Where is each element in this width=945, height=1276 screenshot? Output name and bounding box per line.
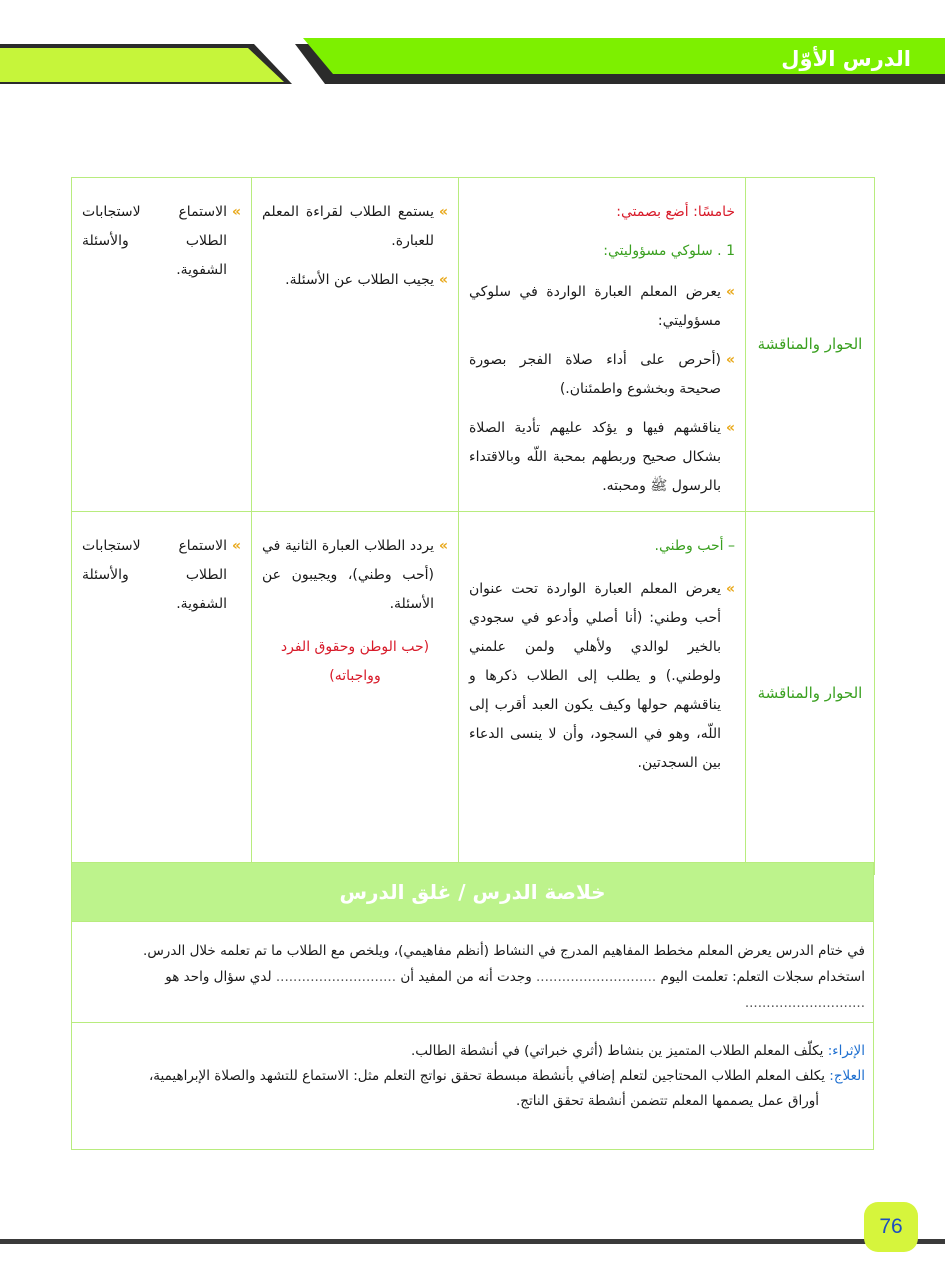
student-steps-list [262, 532, 448, 619]
summary-box [71, 921, 874, 1023]
summary-heading: خلاصة الدرس / غلق الدرس [71, 862, 874, 922]
list-item: » يستمع الطلاب لقراءة المعلم للعبارة. [262, 198, 448, 256]
list-item: » يعرض المعلم العبارة الواردة في سلوكي مسؤوليتي: [469, 278, 735, 336]
remedy-label: العلاج: [829, 1068, 865, 1084]
learning-log-line [80, 964, 865, 1016]
student-activity-cell [252, 178, 459, 512]
list-item: » (أحرص على أداء صلاة الفجر بصورة صحيحة وبخشوع واطمئنان.) [469, 346, 735, 404]
enrichment-text: يكلّف المعلم الطلاب المتميز ين بنشاط (أثري خبراتي) في أنشطة الطالب. [410, 1043, 824, 1059]
table-row [72, 512, 875, 875]
assessment-cell [72, 512, 252, 875]
table-row [72, 178, 875, 512]
remedy-line [80, 1064, 865, 1089]
list-item: » يناقشهم فيها و يؤكد عليهم تأدية الصلاة بشكال صحيح وربطهم بمحبة اللّه وبالاقتداء بالرسول ﷺ ومحبته. [469, 414, 735, 501]
blank-dots: ............................ [744, 995, 865, 1011]
footer-rule [0, 1239, 945, 1244]
list-item: » يجيب الطلاب عن الأسئلة. [262, 266, 448, 295]
list-item: » يعرض المعلم العبارة الواردة تحت عنوان أحب وطني: (أنا أصلي وأدعو في سجودي بالخير لوالدي ولأهلي ولمن علمني ولوطني.) و يطلب إلى الطلاب ذكرها و يناقشهم حولها وكيف يكون العبد أقرب إلى اللّه، وهو في السجود، وأن لا ينسى الدعاء بين السجدتين. [469, 575, 735, 778]
log-mid: وجدت أنه من المفيد أن [400, 969, 532, 985]
list-item: » الاستماع لاستجابات الطلاب والأسئلة الشفوية. [82, 532, 241, 619]
assessment-cell [72, 178, 252, 512]
section-subtitle: – أحب وطني. [654, 538, 735, 554]
enrichment-line [80, 1039, 865, 1064]
list-item: » الاستماع لاستجابات الطلاب والأسئلة الشفوية. [82, 198, 241, 285]
remedy-text: يكلف المعلم الطلاب المحتاجين لتعلم إضافي بأنشطة مبسطة تحقق نواتج التعلم مثل: الاستماع للتشهد والصلاة الإبراهيمية، [148, 1068, 825, 1084]
student-activity-cell [252, 512, 459, 875]
assessment-list [82, 198, 241, 285]
enrichment-box [71, 1022, 874, 1150]
teacher-steps-list [469, 575, 735, 778]
teacher-procedures-cell [459, 512, 746, 875]
enrichment-label: الإثراء: [827, 1043, 865, 1059]
phase-cell: الحوار والمناقشة [746, 178, 875, 512]
student-steps-list [262, 198, 448, 295]
section-subtitle: 1 . سلوكي مسؤوليتي: [603, 243, 735, 259]
values-note: (حب الوطن وحقوق الفرد وواجباته) [280, 639, 430, 684]
lesson-title: الدرس الأوّل [781, 47, 911, 71]
teacher-steps-list [469, 278, 735, 501]
list-item: » يردد الطلاب العبارة الثانية في (أحب وطني)، ويجيبون عن الأسئلة. [262, 532, 448, 619]
blank-dots: ............................ [275, 969, 397, 985]
blank-dots: ............................ [536, 969, 657, 985]
header-left-accent [0, 48, 284, 82]
page-number: 76 [864, 1202, 918, 1252]
phase-cell: الحوار والمناقشة [746, 512, 875, 875]
log-intro: استخدام سجلات التعلم: تعلمت اليوم [660, 969, 865, 985]
remedy-text-continued: أوراق عمل يصممها المعلم تتضمن أنشطة تحقق الناتج. [515, 1093, 819, 1109]
lesson-plan-table [71, 177, 875, 875]
log-end: لدي سؤال واحد هو [165, 969, 272, 985]
teacher-procedures-cell [459, 178, 746, 512]
summary-text: في ختام الدرس يعرض المعلم مخطط المفاهيم المدرج في النشاط (أنظم مفاهيمي)، ويلخص مع الطلاب ما تم تعلمه خلال الدرس. [143, 943, 865, 959]
assessment-list [82, 532, 241, 619]
section-title: خامسًا: أضع بصمتي: [616, 204, 735, 220]
